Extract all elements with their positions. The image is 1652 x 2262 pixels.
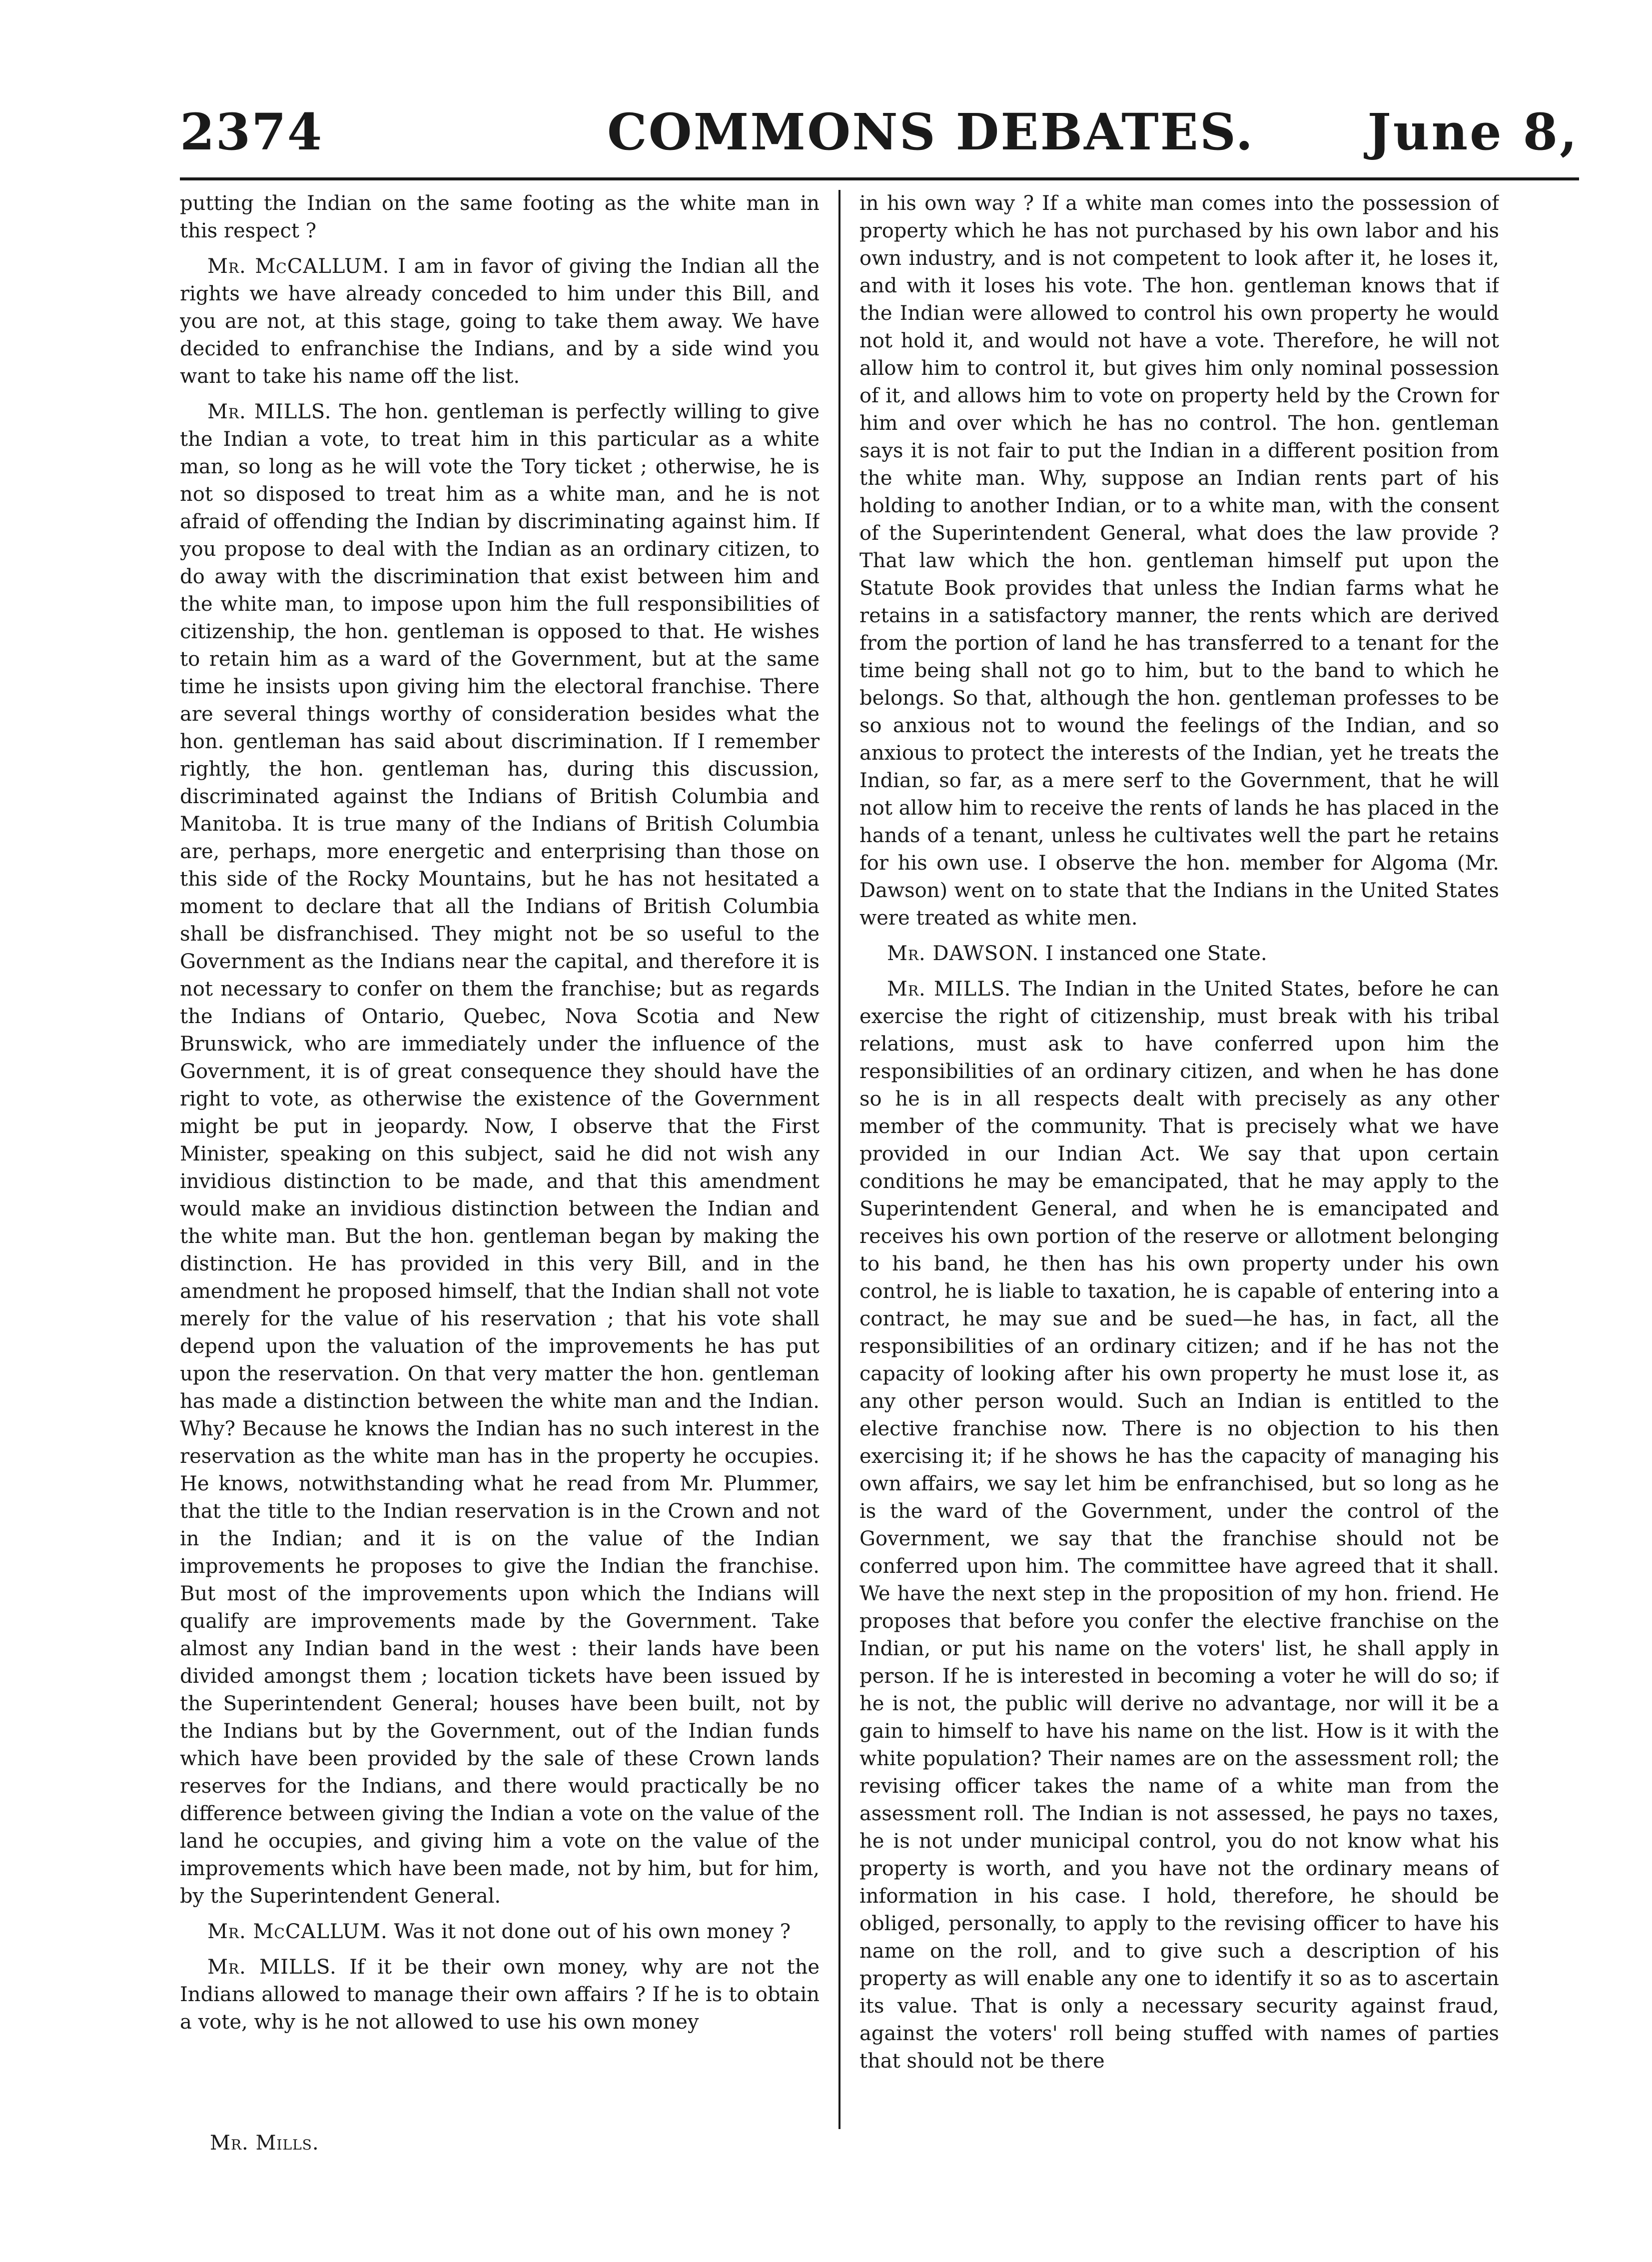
speaker-name: Mr. DAWSON.: [887, 942, 1039, 965]
paragraph-text: I am in favor of giving the Indian all the rights we have already conceded to him under this Bill, and you are not, at this stage, going to take them away. We have decided to enfranchise the Indians, and by a side wind you want to take his name off the list.: [180, 255, 820, 388]
paragraph-text: putting the Indian on the same footing as the white man in this respect ?: [180, 192, 820, 242]
speaker-name: Mr. MILLS.: [887, 978, 1011, 1001]
paragraph-text: Was it not done out of his own money ?: [394, 1920, 791, 1943]
header-rule: [180, 177, 1579, 180]
paragraph-text: If it be their own money, why are not the Indians allowed to manage their own affairs ? If he is to obtain a vote, why is he not allowed to use his own money: [180, 1956, 820, 2034]
paragraph: [180, 253, 820, 390]
paragraph: [180, 1954, 820, 2036]
paragraph: [859, 190, 1499, 932]
paragraph-text: The hon. gentleman is perfectly willing to give the Indian a vote, to treat him in this particular as a white man, so long as he will vote the Tory ticket ; otherwise, he is not so disposed to treat him as a white man, and he is not afraid of offending the Indian by discriminating against him. If you propose to deal with the Indian as an ordinary citizen, to do away with the discrimination that exist between him and the white man, to impose upon him the full responsibilities of citizenship, the hon. gentleman is opposed to that. He wishes to retain him as a ward of the Government, but at the same time he insists upon giving him the electoral franchise. There are several things worthy of consideration besides what the hon. gentleman has said about discrimination. If I remember rightly, the hon. gentleman has, during this discussion, discriminated against the Indians of British Columbia and Manitoba. It is true many of the Indians of British Columbia are, perhaps, more energetic and enterprising than those on this side of the Rocky Mountains, but he has not hesitated a moment to declare that all the Indians of British Columbia shall be disfranchised. They might not be so useful to the Government as the Indians near the capital, and therefore it is not necessary to confer on them the franchise; but as regards the Indians of Ontario, Quebec, Nova Scotia and New Brunswick, who are immediately under the influence of the Government, it is of great consequence they should have the right to vote, as otherwise the existence of the Government might be put in jeopardy. Now, I observe that the First Minister, speaking on this subject, said he did not wish any invidious distinction to be made, and that this amendment would make an invidious distinction between the Indian and the white man. But the hon. gentleman began by making the distinction. He has provided in this very Bill, and in the amendment he proposed himself, that the Indian shall not vote merely for the value of his reservation ; that his vote shall depend upon the valuation of the improvements he has put upon the reservation. On that very matter the hon. gentleman has made a distinction between the white man and the Indian. Why? Because he knows the Indian has no such interest in the reservation as the white man has in the property he occupies. He knows, notwithstanding what he read from Mr. Plummer, that the title to the Indian reservation is in the Crown and not in the Indian; and it is on the value of the Indian improvements he proposes to give the Indian the franchise. But most of the improvements upon which the Indians will qualify are improvements made by the Government. Take almost any Indian band in the west : their lands have been divided amongst them ; location tickets have been issued by the Superintendent General; houses have been built, not by the Indians but by the Government, out of the Indian funds which have been provided by the sale of these Crown lands reserves for the Indians, and there would practically be no difference between giving the Indian a vote on the value of the land he occupies, and giving him a vote on the value of the improvements which have been made, not by him, but for him, by the Superintendent General.: [180, 400, 820, 1908]
page-number: 2374: [180, 102, 323, 161]
speaker-name: Mr. MILLS.: [207, 400, 332, 423]
right-column: [859, 190, 1499, 2134]
paragraph-text: in his own way ? If a white man comes into the possession of property which he has not purchased by his own labor and his own industry, and is not competent to look after it, he loses it, and with it loses his vote. The hon. gentleman knows that if the Indian were allowed to control his own property he would not hold it, and would not have a vote. Therefore, he will not allow him to control it, but gives him only nominal possession of it, and allows him to vote on property held by the Crown for him and over which he has no control. The hon. gentleman says it is not fair to put the Indian in a different position from the white man. Why, suppose an Indian rents part of his holding to another Indian, or to a white man, with the consent of the Superintendent General, what does the law provide ? That law which the hon. gentleman himself put upon the Statute Book provides that unless the Indian farms what he retains in a satisfactory manner, the rents which are derived from the portion of land he has transferred to a tenant for the time being shall not go to him, but to the band to which he belongs. So that, although the hon. gentleman professes to be so anxious not to wound the feelings of the Indian, and so anxious to protect the interests of the Indian, yet he treats the Indian, so far, as a mere serf to the Government, that he will not allow him to receive the rents of lands he has placed in the hands of a tenant, unless he cultivates well the part he retains for his own use. I observe the hon. member for Algoma (Mr. Dawson) went on to state that the Indians in the United States were treated as white men.: [859, 192, 1499, 930]
speaker-name: Mr. McCALLUM.: [207, 1920, 388, 1943]
paragraph: [859, 976, 1499, 2075]
speaker-name: Mr. McCALLUM.: [207, 255, 390, 278]
column-divider: [838, 190, 840, 2129]
speaker-name: Mr. MILLS.: [207, 1956, 337, 1979]
paragraph-text: The Indian in the United States, before he can exercise the right of citizenship, must break with his tribal relations, must ask to have conferred upon him the responsibilities of an ordinary citizen, and when he has done so he is in all respects dealt with precisely as any other member of the community. That is precisely what we have provided in our Indian Act. We say that upon certain conditions he may be emancipated, that he may apply to the Superintendent General, and when he is emancipated and receives his own portion of the reserve or allotment belonging to his band, he then has his own property under his own control, he is liable to taxation, he is capable of entering into a contract, he may sue and be sued—he has, in fact, all the responsibilities of an ordinary citizen; and if he has not the capacity of looking after his own property he must lose it, as any other person would. Such an Indian is entitled to the elective franchise now. There is no objection to his then exercising it; if he shows he has the capacity of managing his own affairs, we say let him be enfranchised, but so long as he is the ward of the Government, under the control of the Government, we say that the franchise should not be conferred upon him. The committee have agreed that it shall. We have the next step in the proposition of my hon. friend. He proposes that before you confer the elective franchise on the Indian, or put his name on the voters' list, he shall apply in person. If he is interested in becoming a voter he will do so; if he is not, the public will derive no advantage, nor will it be a gain to himself to have his name on the list. How is it with the white population? Their names are on the assessment roll; the revising officer takes the name of a white man from the assessment roll. The Indian is not assessed, he pays no taxes, he is not under municipal control, you do not know what his property is worth, and you have not the ordinary means of information in his case. I hold, therefore, he should be obliged, personally, to apply to the revising officer to have his name on the roll, and to give such a description of his property as will enable any one to identify it so as to ascertain its value. That is only a necessary security against fraud, against the voters' roll being stuffed with names of parties that should not be there: [859, 978, 1499, 2073]
paragraph-text: I instanced one State.: [1045, 942, 1267, 965]
paragraph: [180, 190, 820, 245]
page-header: [180, 97, 1579, 167]
left-column: [180, 190, 820, 2134]
paragraph: [180, 398, 820, 1910]
footer-speaker: Mr. Mills.: [210, 2132, 319, 2155]
paragraph: [859, 940, 1499, 968]
page-date: June 8,: [1367, 102, 1579, 161]
publication-title: COMMONS DEBATES.: [607, 102, 1255, 161]
paragraph: [180, 1918, 820, 1946]
